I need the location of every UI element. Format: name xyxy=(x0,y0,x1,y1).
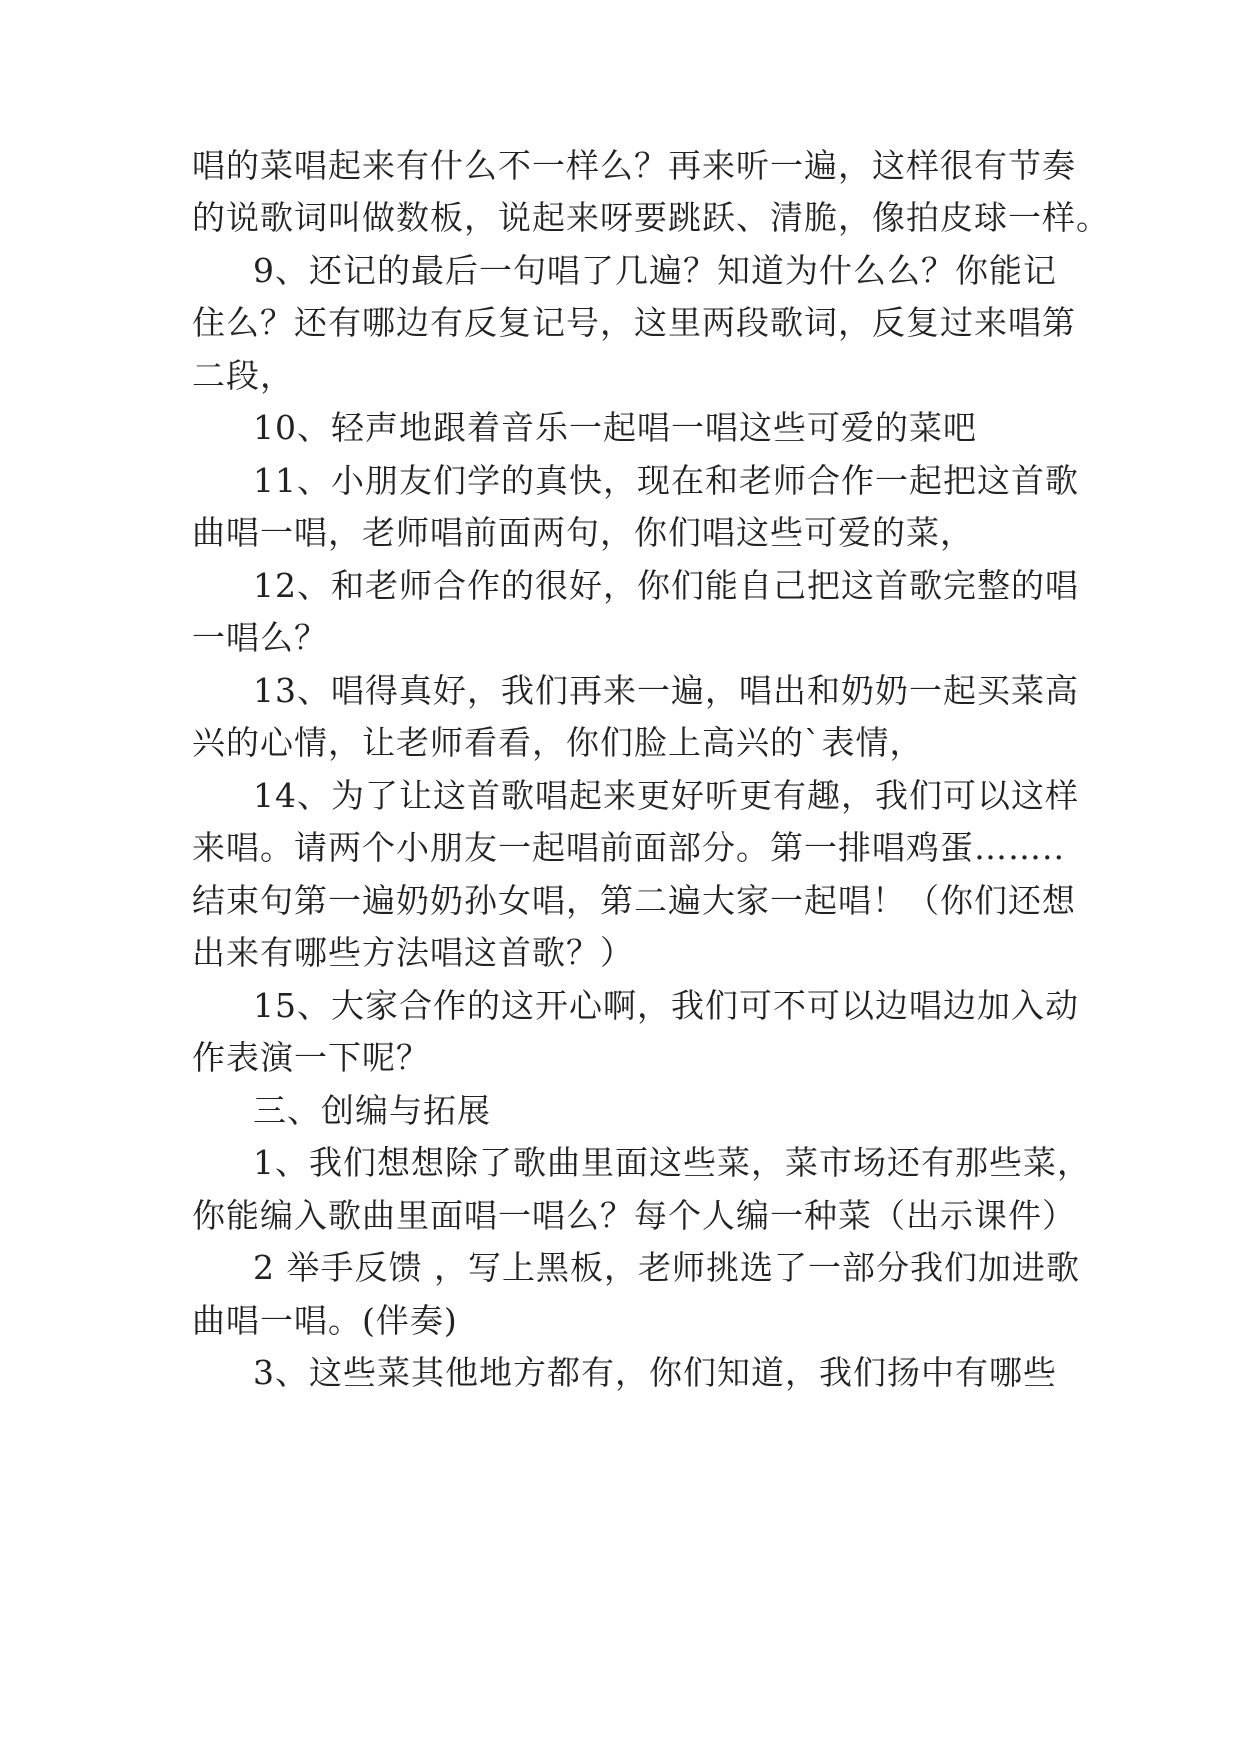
text-line: 曲唱一唱，老师唱前面两句，你们唱这些可爱的菜， xyxy=(192,513,974,552)
text-line: 11、小朋友们学的真快，现在和老师合作一起把这首歌 xyxy=(253,461,1079,500)
text-line: 12、和老师合作的很好，你们能自己把这首歌完整的唱 xyxy=(253,566,1079,605)
text-line: 二段， xyxy=(192,356,294,395)
text-line: 住么？还有哪边有反复记号，这里两段歌词，反复过来唱第 xyxy=(192,303,1076,342)
text-line: 结束句第一遍奶奶孙女唱，第二遍大家一起唱！（你们还想 xyxy=(192,881,1076,920)
text-line: 1、我们想想除了歌曲里面这些菜，菜市场还有那些菜， xyxy=(253,1143,1091,1182)
text-line: 唱的菜唱起来有什么不一样么？再来听一遍，这样很有节奏 xyxy=(192,146,1076,185)
text-line: 15、大家合作的这开心啊，我们可不可以边唱边加入动 xyxy=(253,986,1079,1025)
text-line: 曲唱一唱。(伴奏) xyxy=(192,1301,458,1340)
text-line: 来唱。请两个小朋友一起唱前面部分。第一排唱鸡蛋…….. xyxy=(192,828,1065,867)
text-line: 14、为了让这首歌唱起来更好听更有趣，我们可以这样 xyxy=(253,776,1079,815)
section-heading: 三、创编与拓展 xyxy=(253,1091,491,1130)
text-line: 你能编入歌曲里面唱一唱么？每个人编一种菜（出示课件） xyxy=(192,1196,1076,1235)
text-line: 9、还记的最后一句唱了几遍？知道为什么么？你能记 xyxy=(253,251,1057,290)
text-line: 10、轻声地跟着音乐一起唱一唱这些可爱的菜吧 xyxy=(253,408,977,447)
text-line: 出来有哪些方法唱这首歌？） xyxy=(192,933,634,972)
text-line: 13、唱得真好，我们再来一遍，唱出和奶奶一起买菜高 xyxy=(253,671,1079,710)
text-line: 2 举手反馈 ，写上黑板，老师挑选了一部分我们加进歌 xyxy=(253,1248,1080,1287)
text-line: 一唱么？ xyxy=(192,618,328,657)
text-line: 作表演一下呢？ xyxy=(192,1038,430,1077)
text-line: 兴的心情，让老师看看，你们脸上高兴的`表情， xyxy=(192,723,924,762)
text-line: 3、这些菜其他地方都有，你们知道，我们扬中有哪些 xyxy=(253,1353,1057,1392)
text-line: 的说歌词叫做数板，说起来呀要跳跃、清脆，像拍皮球一样。 xyxy=(192,198,1110,237)
